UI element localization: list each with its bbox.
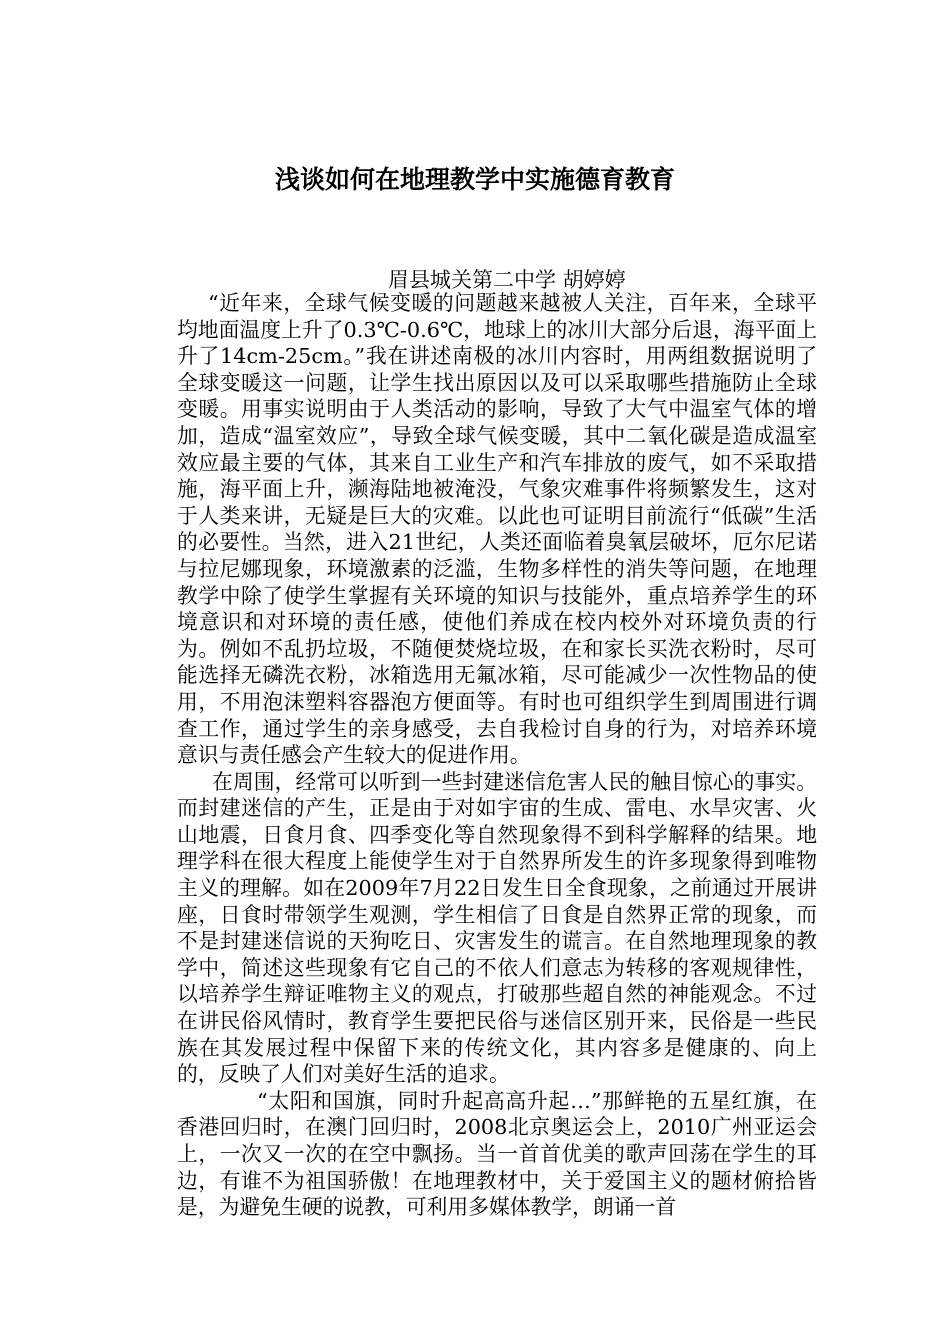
paragraph-superstition: 在周围，经常可以听到一些封建迷信危害人民的触目惊心的事实。而封建迷信的产生，正是由于对如宇宙的生成、雷电、水旱灾害、火山地震，日食月食、四季变化等自然现象得不到科学解释的结果。地理学科在很大程度上能使学生对于自然界所发生的许多现象得到唯物主义的理解。如在2009年7月22日发生日全食现象，之前通过开展讲座，日食时带领学生观测，学生相信了日食是自然界正常的现象，而不是封建迷信说的天狗吃日、灾害发生的谎言。在自然地理现象的教学中，简述这些现象有它自己的不依人们意志为转移的客观规律性，以培养学生辩证唯物主义的观点，打破那些超自然的神能观念。不过在讲民俗风情时，教育学生要把民俗与迷信区别开来，民俗是一些民族在其发展过程中保留下来的传统文化，其内容多是健康的、向上的，反映了人们对美好生活的追求。 [177, 769, 817, 1087]
paragraph-patriotism: “太阳和国旗，同时升起高高升起…”那鲜艳的五星红旗，在香港回归时，在澳门回归时，2008北京奥运会上，2010广州亚运会上，一次又一次的在空中飘扬。当一首首优美的歌声回荡在学生的耳边，有谁不为祖国骄傲！在地理教材中，关于爱国主义的题材俯拾皆是，为避免生硬的说教，可利用多媒体教学，朗诵一首 [177, 1088, 817, 1220]
author-byline: 眉县城关第二中学 胡婷婷 [388, 268, 626, 292]
document-body [177, 290, 817, 1221]
document-title: 浅谈如何在地理教学中实施德育教育 [274, 165, 675, 194]
paragraph-environment: “近年来，全球气候变暖的问题越来越被人关注，百年来，全球平均地面温度上升了0.3℃-0.6℃，地球上的冰川大部分后退，海平面上升了14cm-25cm。”我在讲述南极的冰川内容时，用两组数据说明了全球变暖这一问题，让学生找出原因以及可以采取哪些措施防止全球变暖。用事实说明由于人类活动的影响，导致了大气中温室气体的增加，造成“温室效应”，导致全球气候变暖，其中二氧化碳是造成温室效应最主要的气体，其来自工业生产和汽车排放的废气，如不采取措施，海平面上升，濒海陆地被淹没，气象灾难事件将频繁发生，这对于人类来讲，无疑是巨大的灾难。以此也可证明目前流行“低碳”生活的必要性。当然，进入21世纪，人类还面临着臭氧层破坏，厄尔尼诺与拉尼娜现象，环境激素的泛滥，生物多样性的消失等问题，在地理教学中除了使学生掌握有关环境的知识与技能外，重点培养学生的环境意识和对环境的责任感，使他们养成在校内校外对环境负责的行为。例如不乱扔垃圾，不随便焚烧垃圾，在和家长买洗衣粉时，尽可能选择无磷洗衣粉，冰箱选用无氟冰箱，尽可能减少一次性物品的使用，不用泡沫塑料容器泡方便面等。有时也可组织学生到周围进行调查工作，通过学生的亲身感受，去自我检讨自身的行为，对培养环境意识与责任感会产生较大的促进作用。 [177, 291, 817, 768]
